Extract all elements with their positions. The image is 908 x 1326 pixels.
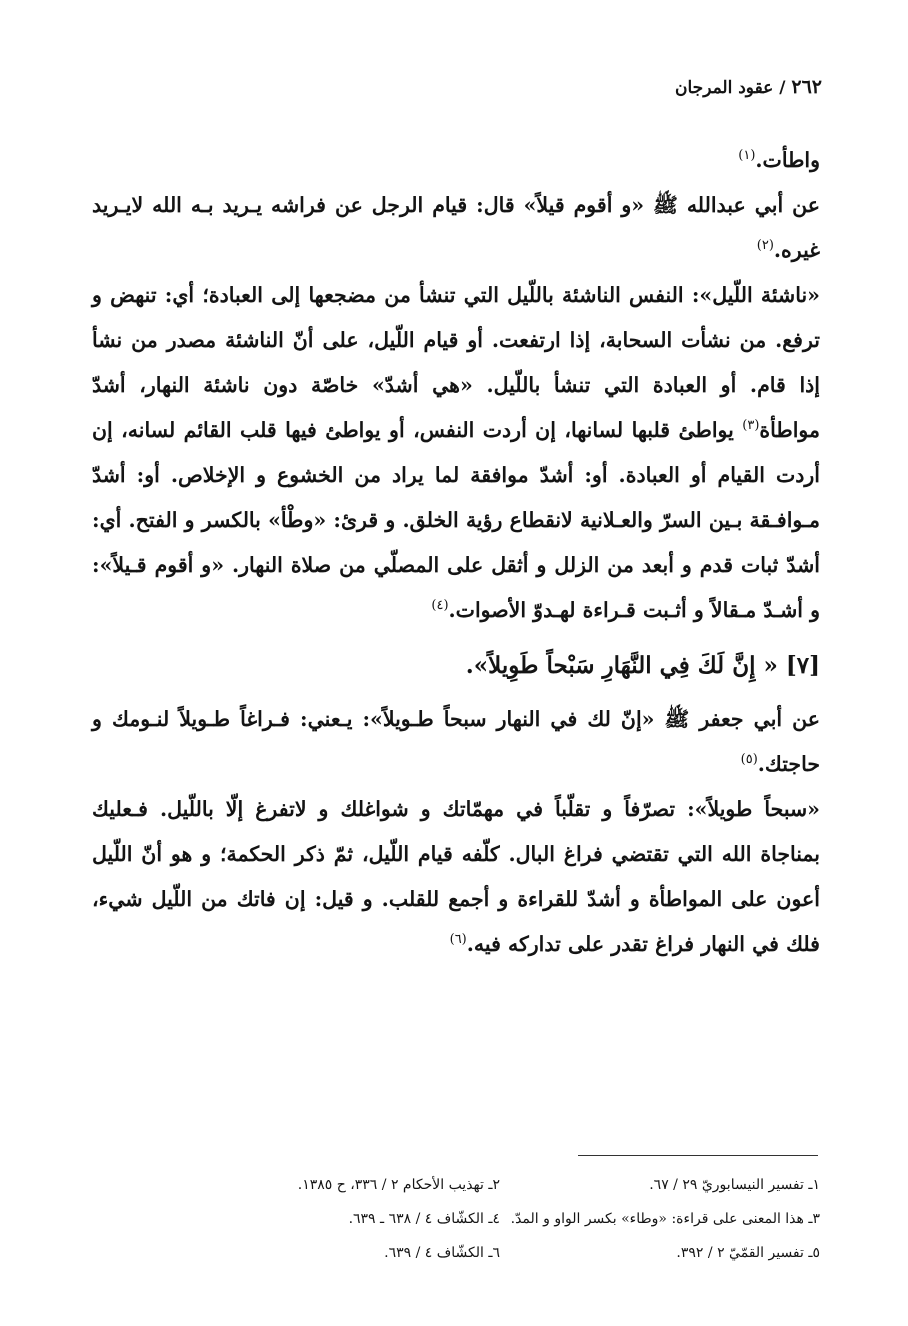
verse-heading: [٧] « إِنَّ لَكَ فِي النَّهَارِ سَبْحاً طَوِيلاً». [465,652,820,679]
footnote-divider [578,1155,818,1156]
footnote-marker: (٦) [449,932,467,948]
footnote: ١ـ تفسير النيسابوريّ ٢٩ / ٦٧. [649,1177,820,1193]
paragraph: واطأت.$^{(١)}$ [738,148,820,172]
footnote: ٥ـ تفسير القمّيّ ٢ / ٣٩٢. [676,1245,820,1261]
paragraph: «سبحاً طويلاً»: تصرّفاً و تقلّباً في مهمّاتك و شواغلك و لاتفرغ إلّا باللّيل. فـعليك بمناجاة الله التي تقتضي فراغ البال. كلّفه قيام اللّيل، ثمّ ذكر الحكمة؛ و هو أنّ اللّيل أعون على المواطأة و أشدّ للقراءة و أجمع للقلب. و قيل: إن فاتك من اللّيل شيء، فلك في النهار فراغ تقدر على تداركه فيه.$^{(٦)}$ [92,797,820,956]
footnote-marker: (٥) [740,752,758,768]
footnote: ٢ـ تهذيب الأحكام ٢ / ٣٣٦، ح ١٣٨٥. [297,1177,500,1193]
footnote: ٤ـ الكشّاف ٤ / ٦٣٨ ـ ٦٣٩. [348,1211,500,1227]
footnote-marker: (٢) [756,238,774,254]
running-header [522,76,822,98]
book-title: عقود المرجان [675,78,774,98]
footnote-marker: (١) [738,148,756,164]
footnote-marker: (٣) [742,418,760,434]
footnote-marker: (٤) [431,598,449,614]
footnote: ٣ـ هذا المعنى على قراءة: «وطاء» بكسر الواو و المدّ. [510,1211,820,1227]
footnotes [180,1168,820,1270]
page-number: ٢٦٢ [791,76,822,98]
header-separator: / [773,78,792,98]
paragraph: «ناشئة اللّيل»: النفس الناشئة باللّيل التي تنشأ من مضجعها إلى العبادة؛ أي: تنهض و ترفع. من نشأت السحابة، إذا ارتفعت. أو قيام اللّيل، على أنّ الناشئة مصدر من نشأ إذا قام. أو العبادة التي تنشأ باللّيل. «هي أشدّ» خاصّة دون ناشئة النهار، أشدّ مواطأة$^{(٣)}$ يواطئ قلبها لسانها، إن أردت النفس، أو يواطئ فيها قلب القائم لسانه، إن أردت القيام أو العبادة. أو: أشدّ موافقة لما يراد من الخشوع و الإخلاص. أو: أشدّ مـوافـقة بـين السرّ والعـلانية لانقطاع رؤية الخلق. و قرئ: «وطْأ» بالكسر و الفتح. أي: أشدّ ثبات قدم و أبعد من الزلل و أثقل على المصلّي من صلاة النهار. «و أقوم قـيلاً»: و أشـدّ مـقالاً و أثـبت قـراءة لهـدوّ الأصوات.$^{(٤)}$ [92,283,820,622]
paragraph: عن أبي عبدالله ﷺ «و أقوم قيلاً» قال: قيام الرجل عن فراشه يـريد بـه الله لايـريد غيره.$^{(٢)}$ [92,193,820,262]
footnote: ٦ـ الكشّاف ٤ / ٦٣٩. [384,1245,500,1261]
main-text [92,138,820,967]
paragraph: عن أبي جعفر ﷺ «إنّ لك في النهار سبحاً طـويلاً»: يـعني: فـراغاً طـويلاً لنـومك و حاجتك.$^{(٥)}$ [92,707,820,776]
